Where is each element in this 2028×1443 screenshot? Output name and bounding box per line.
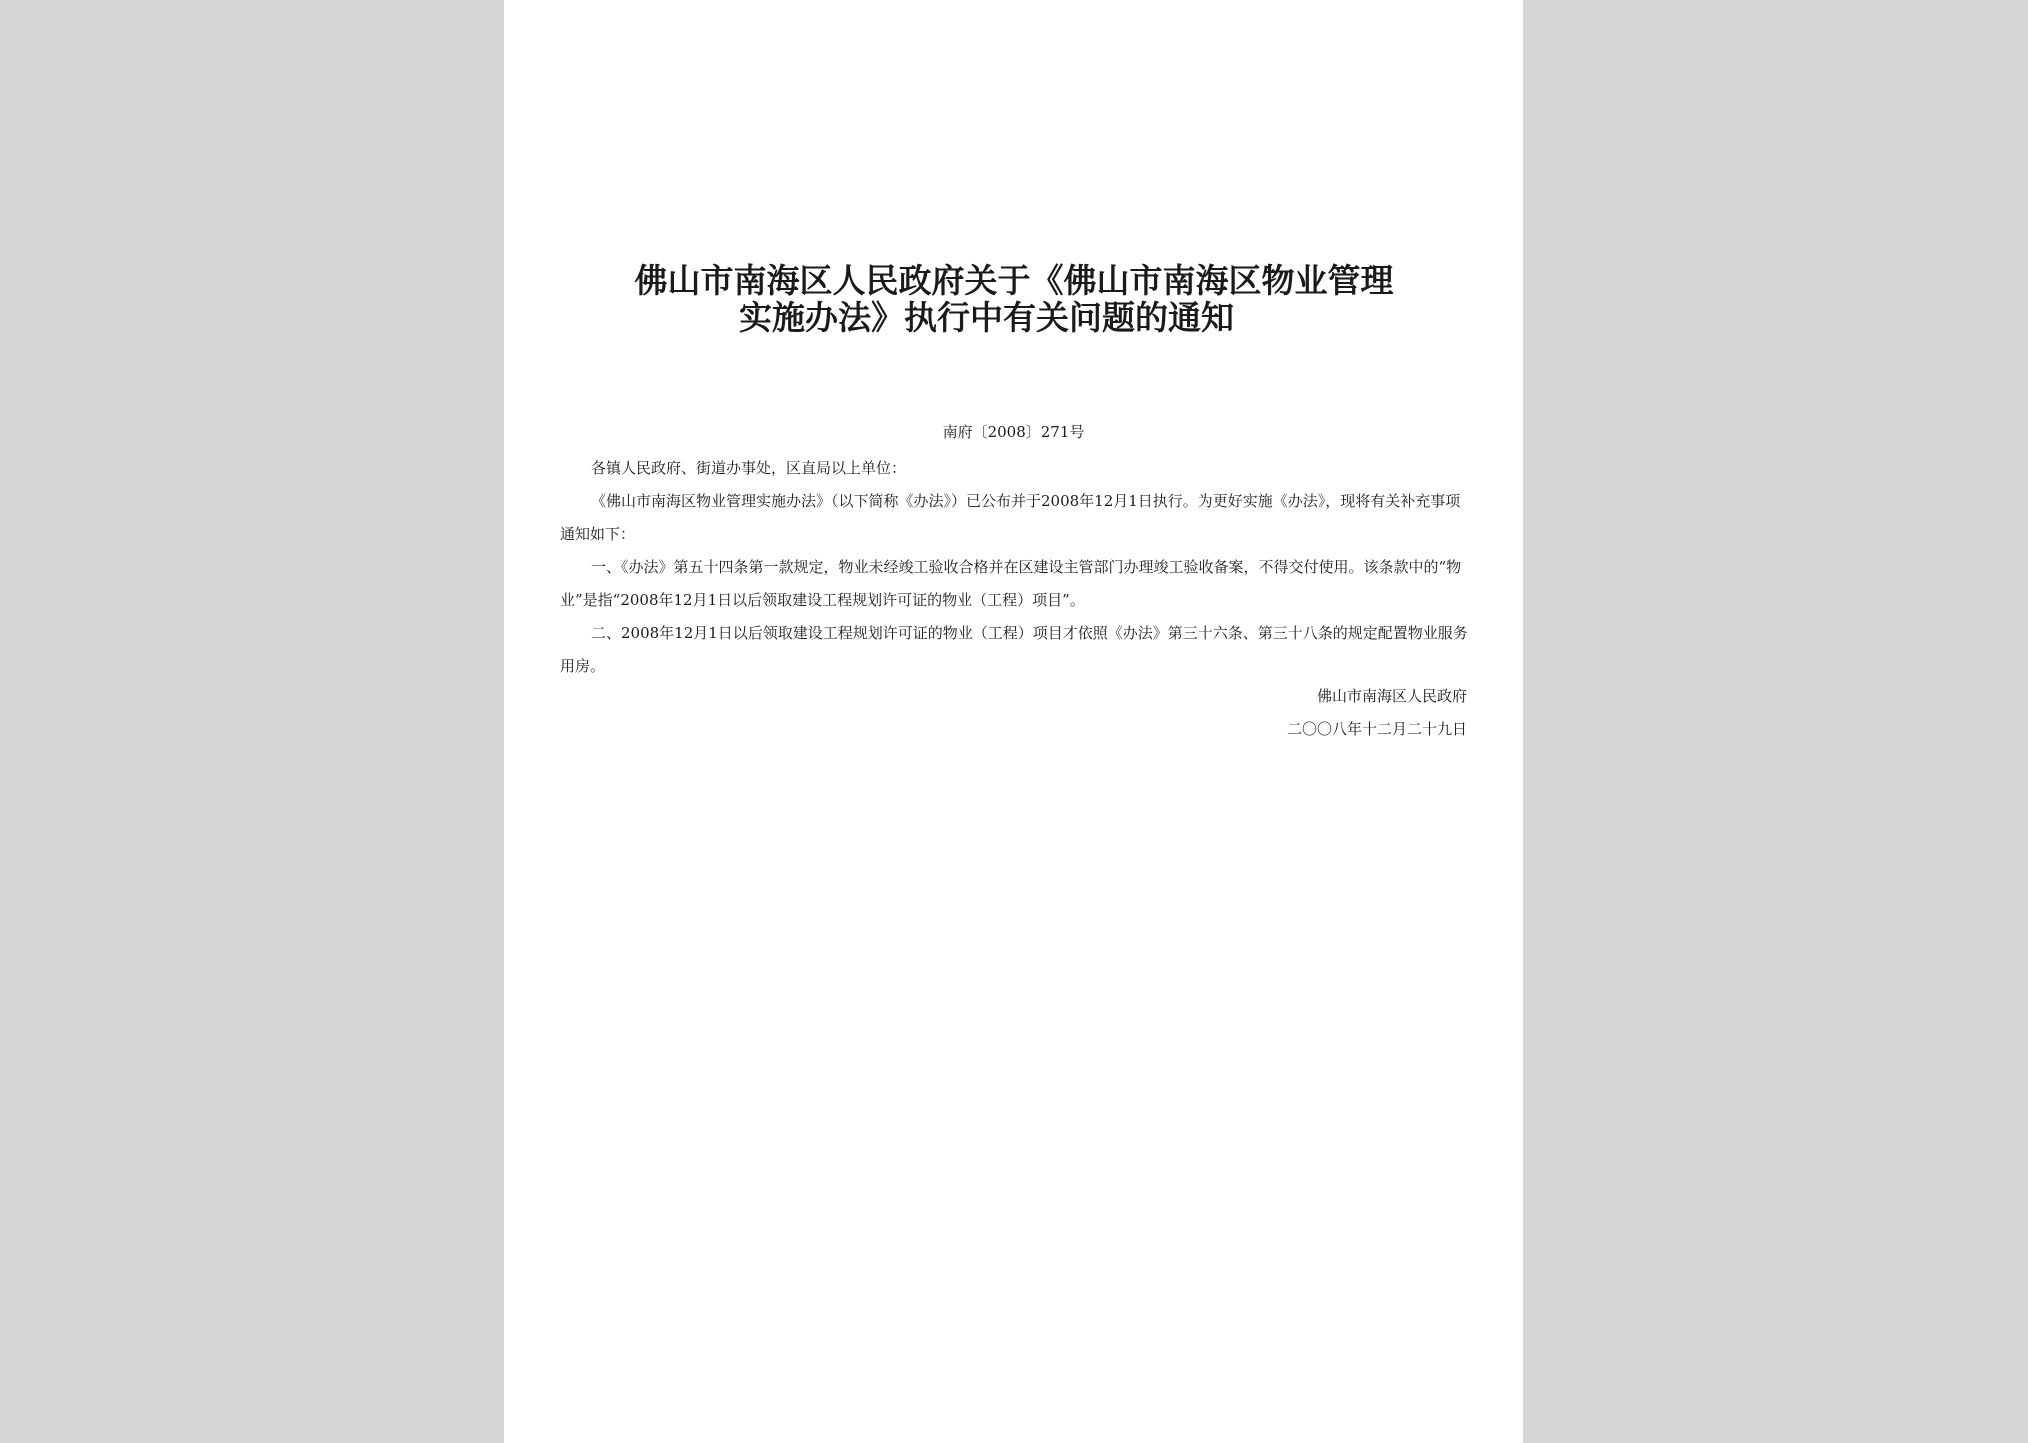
paragraph-item-1: 一、《办法》第五十四条第一款规定，物业未经竣工验收合格并在区建设主管部门办理竣工验收备案，不得交付使用。该条款中的“物业”是指“2008年12月1日以后领取建设工程规划许可证的物业（工程）项目”。 [560, 558, 1462, 609]
paragraph-intro: 《佛山市南海区物业管理实施办法》（以下简称《办法》）已公布并于2008年12月1日执行。为更好实施《办法》，现将有关补充事项通知如下： [560, 492, 1461, 543]
document-title-line-1: 佛山市南海区人民政府关于《佛山市南海区物业管理 [634, 261, 1394, 300]
document-page [504, 0, 1523, 1443]
document-body [560, 452, 1470, 683]
document-title-line-2: 实施办法》执行中有关问题的通知 [739, 298, 1234, 337]
issuer-signature: 佛山市南海区人民政府 [1316, 687, 1467, 705]
issue-date: 二〇〇八年十二月二十九日 [1286, 720, 1467, 738]
salutation: 各镇人民政府、街道办事处，区直局以上单位： [591, 459, 907, 477]
paragraph-item-2: 二、2008年12月1日以后领取建设工程规划许可证的物业（工程）项目才依照《办法》第三十六条、第三十八条的规定配置物业服务用房。 [560, 624, 1468, 675]
document-number: 南府〔2008〕271号 [942, 423, 1085, 441]
